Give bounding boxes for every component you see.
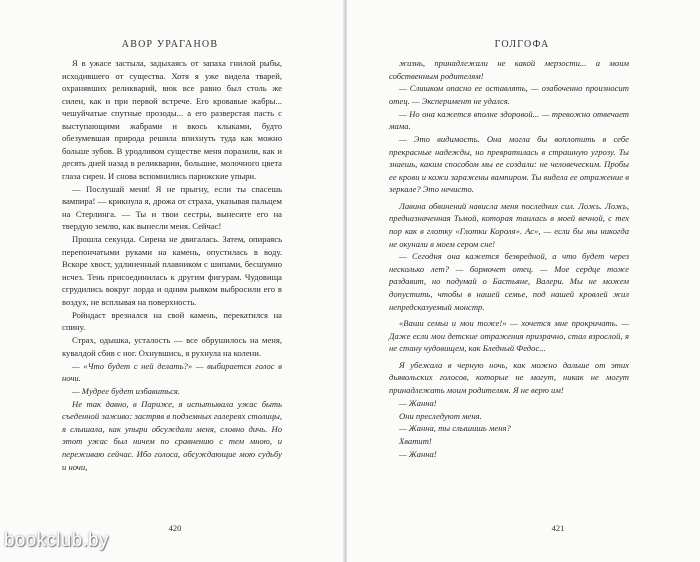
paragraph: — Сегодня она кажется безвредной, а что будет через несколько лет? — бормочет отец. — Мое сердце тоже раздавит, но подумай о Бастьяне, Валери. Мы не можем допустить, чтобы в нашей семье, под нашей кровлей жил непредсказуемый монстр. xyxy=(389,251,629,312)
running-head-right: ГОЛГОФА xyxy=(494,39,550,50)
paragraph: — Это видимость. Она могла бы воплотить в себе прекрасные надежды, но превратилась в страшную угрозу. Ты знаешь, каким способом мы ее создали: не человеческим. Пробы ее крови и кожи заражены вампиром. Ты видела ее отражение в зеркале? Это нечисто. xyxy=(389,134,629,195)
paragraph: — Но она кажется вполне здоровой... — тревожно отвечает мама. xyxy=(389,108,629,132)
paragraph: Хватит! xyxy=(399,436,432,447)
paragraph: — Жанна! xyxy=(399,449,437,460)
paragraph: — Слишком опасно ее оставлять, — озабоченно произносит отец. — Эксперимент не удался. xyxy=(389,83,629,106)
paragraph: Я в ужасе застыла, задыхаясь от запаха гнилой рыбы, исходившего от существа. Хотя я уже видела тварей, охранявших реликварий, вюк все равно был столь же силен, как и при первой встрече. Его кровавые жабры... чешуйчатые спутные прозоды... а его разверстая пасть с выступающими жабрами и вкось клыками, будто обезумевшая природа решила впихнуть туда как можно больше зубов. В уродливом существе меня поразили, как и десять дней назад в реликварии, большие, молочного цвета глаза сирен. И снова вспомнились парижские упыри. xyxy=(62,58,282,181)
paragraph: Они преследуют меня. xyxy=(399,410,482,421)
right-page xyxy=(347,0,700,562)
running-head-left: АВОР УРАГАНОВ xyxy=(121,39,219,50)
paragraph: Я убежала в черную ночь, как можно дальше от этих дьявольских голосов, которые не могут, никак не могут принадлежать моим родителям. Я не верю им! xyxy=(389,359,629,395)
paragraph: Прошла секунда. Сирена не двигалась. Затем, опираясь перепончатыми руками на камень, опустилась в воду. Вскоре хвост, удлиненный плавником с шипами, бесшумно исчез. Тень присоединилась к другим фигурам. Чудовища сгрудились вокруг лорда и одним рывком выбросили его в воздух, не всплывая на поверхность. xyxy=(62,234,282,307)
paragraph: — «Что будет с ней делать?» — выбирается голос в ночи. xyxy=(62,360,282,384)
paragraph: Страх, одышка, усталость — все обрушилось на меня, кувалдой сбив с ног. Охнувшись, я рухнула на колени. xyxy=(62,335,282,358)
paragraph: — Жанна! xyxy=(399,397,437,408)
paragraph: — Жанна, ты слышишь меня? xyxy=(399,423,511,434)
paragraph: жизнь, принадлежали не какой мерзости... а моим собственным родителям! xyxy=(389,58,629,81)
page-number-right: 421 xyxy=(551,523,565,533)
watermark: bookclub.by xyxy=(4,530,109,551)
paragraph: — Послушай меня! Я не прыгну, если ты спасешь вампира! — крикнула я, дрожа от страха, указывая пальцем на Стерлинга. — Ты и твои сестры, вынесите его на твердую землю, как вынесли меня. Сейчас! xyxy=(62,183,282,232)
left-page xyxy=(0,0,345,562)
paragraph: Не так давно, в Париже, я испытывала ужас быть съеденной заживо: застряв в подземных галереях столицы, я слышала, как упыри обсуждали меня, словно дичь. Но этот ужас был ничем по сравнению с тем мною, и переживаю сейчас. Ибо голоса, обсуждающие мою судьбу и ночи, xyxy=(62,398,282,472)
left-page-text xyxy=(62,57,282,473)
paragraph: — Мудрее будет избавиться. xyxy=(72,386,181,396)
page-number-left: 420 xyxy=(168,523,182,533)
paragraph: Ройндаст врезнался на свой камень, перекатился на спину. xyxy=(62,309,282,333)
paragraph: «Ваши семьи и мои тоже!» — хочется мне прокричать. — Даже если мои детские отражения призрачно, стал взрослой, я не стану чудовищем, как Бледный Федос... xyxy=(389,318,629,354)
right-page-text xyxy=(389,57,629,461)
paragraph: Лавина обвинений нависла меня последних сил. Ложь. Ложь, предназначенная Тьмой, которая таилась в моей вечной, с тех пор как в глотку «Глотки Короля». Ас», — если бы мы никогда не окунали в моем сером сне! xyxy=(389,200,629,249)
